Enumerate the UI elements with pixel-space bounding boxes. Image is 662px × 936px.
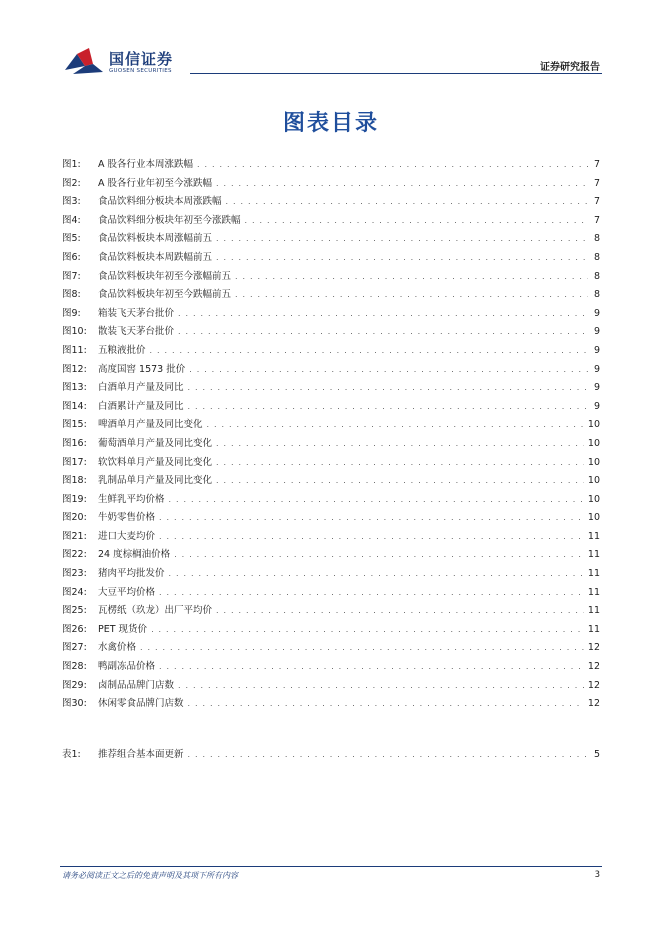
toc-entry-page: 8: [593, 270, 600, 282]
figure-entry[interactable]: [62, 175, 600, 194]
footer-page-number: 3: [594, 870, 600, 880]
toc-entry-title: 食品饮料板块年初至今跌幅前五: [98, 289, 232, 301]
toc-leader-dots: [197, 160, 588, 169]
figure-entry[interactable]: [62, 230, 600, 249]
toc-leader-dots: [159, 532, 584, 541]
toc-entry-label: 图27:: [62, 642, 87, 654]
toc-entry-title: 葡萄酒单月产量及同比变化: [98, 437, 213, 449]
toc-entry-page: 10: [587, 475, 600, 487]
toc-entry-page: 11: [587, 568, 600, 580]
toc-leader-dots: [188, 750, 588, 759]
toc-entry-label: 图17:: [62, 456, 87, 468]
figure-entry[interactable]: [62, 677, 600, 696]
toc-entry-title: 食品饮料板块年初至今涨幅前五: [98, 270, 232, 282]
toc-entry-title: 啤酒单月产量及同比变化: [98, 419, 203, 431]
toc-entry-page: 10: [587, 512, 600, 524]
toc-entry-title: 食品饮料板块本周跌幅前五: [98, 251, 213, 263]
figure-entry[interactable]: [62, 416, 600, 435]
figure-entry[interactable]: [62, 639, 600, 658]
toc-entry-label: 图7:: [62, 270, 81, 282]
toc-entry-page: 7: [593, 177, 600, 189]
toc-entry-title: 软饮料单月产量及同比变化: [98, 456, 213, 468]
toc-leader-dots: [140, 643, 584, 652]
toc-entry-page: 10: [587, 437, 600, 449]
toc-entry-page: 12: [587, 661, 600, 673]
toc-entry-page: 10: [587, 419, 600, 431]
toc-leader-dots: [189, 365, 588, 374]
figure-entry[interactable]: [62, 268, 600, 287]
toc-entry-title: 瓦楞纸（玖龙）出厂平均价: [98, 605, 213, 617]
toc-entry-label: 图22:: [62, 549, 87, 561]
figure-entry[interactable]: [62, 212, 600, 231]
toc-entry-label: 图11:: [62, 344, 87, 356]
toc-entry-page: 10: [587, 456, 600, 468]
toc-entry-title: A 股各行业年初至今涨跌幅: [98, 177, 213, 189]
toc-entry-title: 乳制品单月产量及同比变化: [98, 475, 213, 487]
figure-entry[interactable]: [62, 658, 600, 677]
figure-entry[interactable]: [62, 491, 600, 510]
toc-leader-dots: [159, 588, 584, 597]
figure-entry[interactable]: [62, 156, 600, 175]
toc-entry-label: 图21:: [62, 530, 87, 542]
toc-entry-title: 五粮液批价: [98, 344, 146, 356]
figure-entry[interactable]: [62, 361, 600, 380]
figure-entry[interactable]: [62, 379, 600, 398]
toc-entry-page: 10: [587, 493, 600, 505]
toc-leader-dots: [235, 272, 588, 281]
figure-entry[interactable]: [62, 435, 600, 454]
toc-entry-label: 图10:: [62, 326, 87, 338]
toc-entry-label: 图28:: [62, 661, 87, 673]
toc-entry-page: 11: [587, 605, 600, 617]
figure-entry[interactable]: [62, 509, 600, 528]
toc-entry-page: 7: [593, 196, 600, 208]
toc-entry-label: 图12:: [62, 363, 87, 375]
toc-leader-dots: [159, 662, 584, 671]
toc-leader-dots: [245, 216, 588, 225]
toc-entry-page: 11: [587, 549, 600, 561]
logo-chinese-name: 国信证券: [109, 50, 174, 68]
toc-leader-dots: [216, 253, 588, 262]
toc-entry-title: A 股各行业本周涨跌幅: [98, 159, 194, 170]
figure-entry[interactable]: [62, 193, 600, 212]
toc-entry-page: 12: [587, 698, 600, 710]
toc-entry-title: 休闲零食品牌门店数: [98, 698, 184, 710]
toc-leader-dots: [169, 569, 584, 578]
figure-entry[interactable]: [62, 323, 600, 342]
figure-entry[interactable]: [62, 398, 600, 417]
toc-entry-label: 图4:: [62, 214, 81, 226]
toc-entry-page: 8: [593, 251, 600, 263]
toc-entry-title: PET 现货价: [98, 623, 148, 635]
toc-entry-title: 水禽价格: [98, 642, 137, 654]
toc-entry-page: 11: [587, 623, 600, 635]
figure-entry[interactable]: [62, 621, 600, 640]
toc-entry-title: 散装飞天茅台批价: [98, 326, 175, 338]
toc-entry-label: 图1:: [62, 159, 81, 170]
toc-leader-dots: [216, 476, 584, 485]
toc-entry-label: 图13:: [62, 382, 87, 394]
toc-entry-page: 9: [593, 382, 600, 394]
toc-leader-dots: [150, 346, 588, 355]
toc-entry-page: 12: [587, 642, 600, 654]
toc-entry-title: 食品饮料细分板块本周涨跌幅: [98, 196, 222, 208]
toc-entry-label: 图5:: [62, 233, 81, 245]
toc-entry-label: 图19:: [62, 493, 87, 505]
figure-entry[interactable]: [62, 454, 600, 473]
toc-entry-label: 图24:: [62, 586, 87, 598]
toc-entry-title: 大豆平均价格: [98, 586, 156, 598]
figure-entry[interactable]: [62, 249, 600, 268]
toc-entry-page: 11: [587, 530, 600, 542]
toc-leader-dots: [169, 495, 584, 504]
toc-leader-dots: [188, 402, 588, 411]
toc-entry-title: 食品饮料细分板块年初至今涨跌幅: [98, 214, 241, 226]
toc-entry-title: 24 度棕榈油价格: [98, 549, 171, 561]
toc-leader-dots: [178, 681, 584, 690]
toc-leader-dots: [188, 699, 584, 708]
toc-entry-label: 图9:: [62, 307, 81, 319]
guosen-logo: [63, 44, 203, 80]
figure-entry[interactable]: [62, 528, 600, 547]
toc-entry-page: 7: [593, 159, 600, 170]
figure-entry[interactable]: [62, 305, 600, 324]
header-divider: [190, 73, 602, 74]
toc-entry-title: 推荐组合基本面更新: [98, 749, 184, 760]
toc-entry-page: 9: [593, 400, 600, 412]
toc-entry-label: 图14:: [62, 400, 87, 412]
toc-entry-page: 8: [593, 233, 600, 245]
figure-list: [62, 156, 600, 714]
toc-leader-dots: [207, 420, 584, 429]
toc-entry-label: 图18:: [62, 475, 87, 487]
toc-leader-dots: [159, 513, 584, 522]
toc-entry-page: 9: [593, 307, 600, 319]
figure-entry[interactable]: [62, 602, 600, 621]
figure-entry[interactable]: [62, 286, 600, 305]
toc-entry-label: 图30:: [62, 698, 87, 710]
toc-leader-dots: [216, 606, 584, 615]
toc-entry-label: 图16:: [62, 437, 87, 449]
toc-entry-label: 图8:: [62, 289, 81, 301]
table-entry[interactable]: [62, 746, 600, 765]
toc-entry-title: 猪肉平均批发价: [98, 568, 165, 580]
toc-entry-title: 箱装飞天茅台批价: [98, 307, 175, 319]
toc-entry-title: 白酒单月产量及同比: [98, 382, 184, 394]
toc-entry-label: 图15:: [62, 419, 87, 431]
toc-entry-label: 图2:: [62, 177, 81, 189]
toc-entry-label: 图23:: [62, 568, 87, 580]
toc-entry-label: 图25:: [62, 605, 87, 617]
figure-entry[interactable]: [62, 584, 600, 603]
toc-leader-dots: [178, 309, 588, 318]
toc-entry-page: 9: [593, 363, 600, 375]
toc-entry-title: 食品饮料板块本周涨幅前五: [98, 233, 213, 245]
toc-leader-dots: [216, 234, 588, 243]
toc-entry-title: 白酒累计产量及同比: [98, 400, 184, 412]
toc-entry-title: 牛奶零售价格: [98, 512, 156, 524]
figure-entry[interactable]: [62, 546, 600, 565]
toc-entry-label: 图20:: [62, 512, 87, 524]
toc-entry-label: 图6:: [62, 251, 81, 263]
toc-entry-label: 图26:: [62, 623, 87, 635]
toc-leader-dots: [216, 458, 584, 467]
guosen-logo-icon: [63, 46, 107, 76]
toc-leader-dots: [188, 383, 588, 392]
toc-leader-dots: [216, 179, 588, 188]
toc-entry-page: 8: [593, 289, 600, 301]
toc-entry-page: 7: [593, 214, 600, 226]
toc-leader-dots: [235, 290, 588, 299]
figure-entry[interactable]: [62, 472, 600, 491]
toc-leader-dots: [174, 550, 584, 559]
toc-entry-title: 卤制品品牌门店数: [98, 679, 175, 691]
toc-leader-dots: [178, 327, 588, 336]
table-list: [62, 746, 600, 765]
toc-leader-dots: [216, 439, 584, 448]
footer-disclaimer: 请务必阅读正文之后的免责声明及其项下所有内容: [62, 871, 238, 880]
page-title: 图表目录: [282, 111, 379, 136]
toc-entry-page: 11: [587, 586, 600, 598]
footer-divider: [60, 866, 602, 867]
toc-entry-page: 9: [593, 344, 600, 356]
figure-entry[interactable]: [62, 342, 600, 361]
figure-entry[interactable]: [62, 565, 600, 584]
toc-entry-label: 表1:: [62, 749, 81, 760]
toc-leader-dots: [226, 197, 588, 206]
toc-entry-label: 图3:: [62, 196, 81, 208]
report-type: 证券研究报告: [540, 62, 600, 73]
toc-entry-title: 生鲜乳平均价格: [98, 493, 165, 505]
toc-entry-title: 鸭副冻品价格: [98, 661, 156, 673]
toc-leader-dots: [151, 625, 584, 634]
toc-entry-title: 进口大麦均价: [98, 530, 156, 542]
toc-entry-page: 9: [593, 326, 600, 338]
logo-english-name: GUOSEN SECURITIES: [109, 68, 172, 74]
toc-entry-page: 12: [587, 679, 600, 691]
toc-entry-label: 图29:: [62, 679, 87, 691]
figure-entry[interactable]: [62, 695, 600, 714]
toc-entry-page: 5: [593, 749, 600, 760]
toc-entry-title: 高度国窖 1573 批价: [98, 363, 186, 375]
